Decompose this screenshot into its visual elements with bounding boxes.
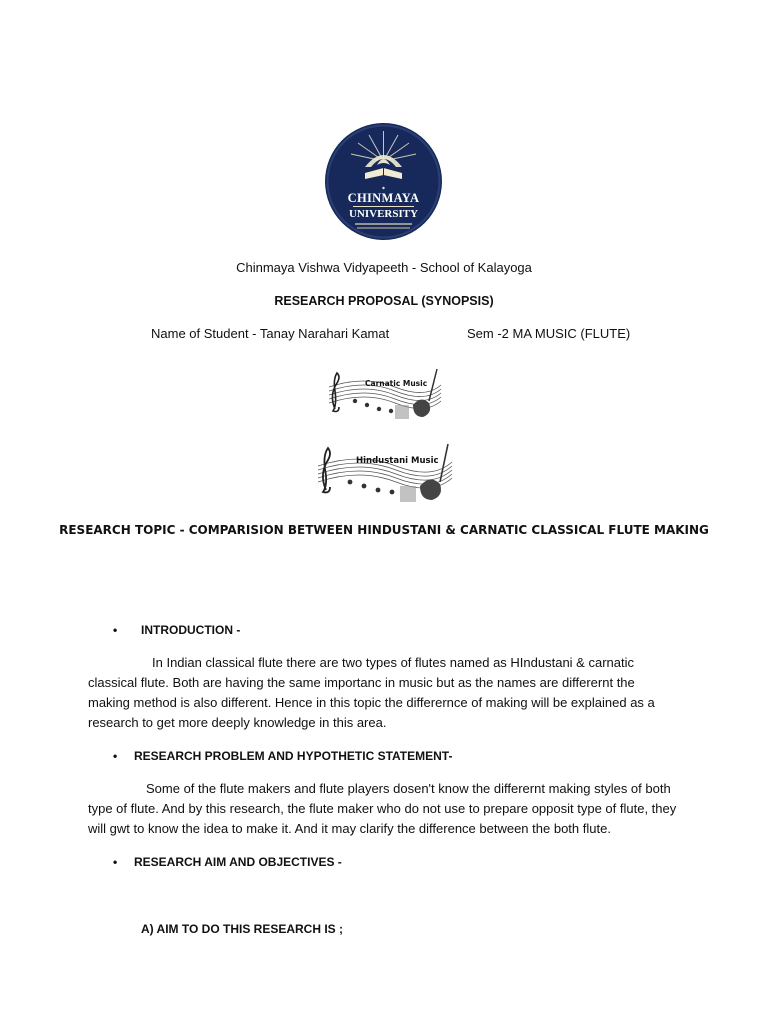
seal-divider — [353, 206, 414, 207]
research-problem-paragraph — [88, 779, 688, 839]
document-title: RESEARCH PROPOSAL (SYNOPSIS) — [274, 294, 494, 308]
semester-info: Sem -2 MA MUSIC (FLUTE) — [467, 326, 631, 341]
music-staff-icon — [314, 440, 454, 510]
paragraph-line: type of flute. And by this research, the flute maker who do not use to prepare opposit type of flute, they — [88, 801, 677, 816]
research-aims-title: RESEARCH AIM AND OBJECTIVES - — [134, 855, 342, 869]
seal-name-line1: CHINMAYA — [347, 191, 420, 205]
student-name: Name of Student - Tanay Narahari Kamat — [151, 326, 390, 341]
institution-name: Chinmaya Vishwa Vidyapeeth - School of Kalayoga — [236, 260, 532, 275]
paragraph-line: will gwt to know the idea to make it. And it may clarify the difference between the both flute. — [88, 821, 611, 836]
hindustani-label: Hindustani Music — [356, 456, 439, 466]
seal-name-line2: UNIVERSITY — [348, 208, 419, 220]
introduction-title: INTRODUCTION - — [141, 623, 241, 637]
paragraph-line: making method is also different. Hence in this topic the differernce of making will be explained as a — [88, 695, 655, 710]
paragraph-line: Some of the flute makers and flute players dosen't know the differernt making styles of both — [146, 781, 671, 796]
paragraph-line: classical flute. Both are having the same importanc in music but as the names are differernt the — [88, 675, 635, 690]
carnatic-music-image — [325, 365, 443, 427]
research-topic: RESEARCH TOPIC - COMPARISION BETWEEN HINDUSTANI & CARNATIC CLASSICAL FLUTE MAKING — [59, 523, 709, 537]
university-seal-logo — [325, 123, 442, 240]
bullet-point: • — [113, 623, 118, 637]
aim-subheading: A) AIM TO DO THIS RESEARCH IS ; — [141, 922, 344, 936]
seal-motto-line — [357, 227, 410, 229]
bullet-point: • — [113, 749, 118, 763]
paragraph-line: research to get more deeply knowledge in this area. — [88, 715, 387, 730]
hindustani-music-image — [314, 440, 454, 510]
research-problem-title: RESEARCH PROBLEM AND HYPOTHETIC STATEMENT- — [134, 749, 453, 763]
paragraph-line: In Indian classical flute there are two types of flutes named as HIndustani & carnatic — [152, 655, 634, 670]
introduction-paragraph — [88, 653, 688, 733]
seal-motto-line — [355, 223, 412, 225]
bullet-point: • — [113, 855, 118, 869]
music-staff-icon — [325, 365, 443, 427]
carnatic-label: Carnatic Music — [365, 379, 428, 388]
